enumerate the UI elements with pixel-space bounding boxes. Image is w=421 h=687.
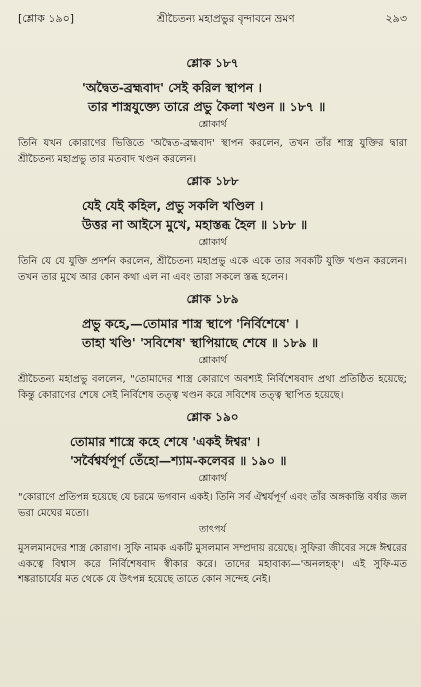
translation-text: "কোরাণে প্রতিপন্ন হয়েছে যে চরমে ভগবান একই। তিনি সর্ব ঐশ্বর্যপূর্ণ এবং তাঁর অঙ্গকান্তি বর্ষার জল ভরা মেঘের মতো। bbox=[18, 492, 407, 519]
verse-line-2: তাহা খণ্ডি' 'সবিশেষ' স্থাপিয়াছে শেষে ॥ ১৮৯ ॥ bbox=[82, 335, 319, 350]
verse-line-1: প্রভু কহে,—তোমার শাস্ত্র স্থাপে 'নির্বিশেষে' । bbox=[82, 316, 299, 331]
verse-line-2: উত্তর না আইসে মুখে, মহাস্তব্ধ হৈল ॥ ১৮৮ ॥ bbox=[82, 217, 308, 232]
verse-line-2: 'সর্বৈশ্বর্যপূর্ণ তেঁহো—শ্যাম-কলেবর ॥ ১৯০ ॥ bbox=[70, 453, 287, 468]
verse-block-188 bbox=[18, 173, 407, 285]
translation-label: শ্লোকার্থ bbox=[198, 473, 227, 484]
translation-label: শ্লোকার্থ bbox=[198, 119, 227, 130]
verse-line-2: তার শাস্ত্রযুক্ত্যে তারে প্রভু কৈলা খণ্ডন ॥ ১৮৭ ॥ bbox=[88, 99, 326, 114]
header-chapter-title: শ্রীচৈতন্য মহাপ্রভুর বৃন্দাবনে ভ্রমণ bbox=[157, 13, 295, 25]
verse-heading: শ্লোক ১৮৮ bbox=[186, 174, 239, 188]
translation-text: তিনি যে যে যুক্তি প্রদর্শন করলেন, শ্রীচৈতন্য মহাপ্রভু একে একে তার সবকটি যুক্তি খণ্ডন করলেন। তখন তার মুখে আর কোন কথা এল না এবং তারা সকলে স্তব্ধ হলেন। bbox=[18, 256, 407, 283]
translation-text: শ্রীচৈতন্য মহাপ্রভু বললেন, "তোমাদের শাস্ত্র কোরাণে অবশ্যই নির্বিশেষবাদ প্রথা প্রতিষ্ঠিত হয়েছে; কিন্তু কোরাণের শেষে সেই নির্বিশেষ তত্ত্ব খণ্ডন করে সবিশেষ তত্ত্ব স্থাপিত হয়েছে। bbox=[18, 374, 407, 401]
purport-text: মুসলমানদের শাস্ত্র কোরাণ। সুফি নামক একটি মুসলমান সম্প্রদায় রয়েছে। সুফিরা জীবের সঙ্গে ঈশ্বরের একত্বে বিশ্বাস করে নির্বিশেষবাদ স্বীকার করে। তাদের মহাবাক্য—'অনলহক্'। এই সুফি-মত শঙ্করাচার্যের মত থেকে যে উৎপন্ন হয়েছে তাতে কোন সন্দেহ নেই। bbox=[18, 543, 407, 585]
header-verse-ref: [শ্লোক ১৯০] bbox=[18, 12, 75, 25]
verse-block-190 bbox=[18, 409, 407, 588]
verse-block-189 bbox=[18, 291, 407, 403]
verse-line-1: 'অদ্বৈত-ব্রহ্মবাদ' সেই করিল স্থাপন । bbox=[82, 80, 262, 95]
verse-line-1: তোমার শাস্ত্রে কহে শেষে 'একই ঈশ্বর' । bbox=[70, 434, 261, 449]
verse-line-1: যেই যেই কহিল, প্রভু সকলি খণ্ডিল । bbox=[82, 198, 264, 213]
translation-label: শ্লোকার্থ bbox=[198, 237, 227, 248]
translation-label: শ্লোকার্থ bbox=[198, 355, 227, 366]
verse-heading: শ্লোক ১৮৯ bbox=[186, 292, 239, 306]
page-number: ২৯৩ bbox=[385, 12, 407, 25]
verse-heading: শ্লোক ১৯০ bbox=[186, 410, 239, 424]
purport-label: তাৎপর্য bbox=[199, 524, 226, 535]
verse-block-187 bbox=[18, 55, 407, 167]
verse-heading: শ্লোক ১৮৭ bbox=[186, 56, 239, 70]
running-header bbox=[18, 10, 407, 29]
translation-text: তিনি যখন কোরাণের ভিত্তিতে 'অদ্বৈত-ব্রহ্মবাদ' স্থাপন করলেন, তখন তাঁর শাস্ত্র যুক্তির দ্বারা শ্রীচৈতন্য মহাপ্রভু তার মতবাদ খণ্ডন করলেন। bbox=[18, 138, 407, 165]
